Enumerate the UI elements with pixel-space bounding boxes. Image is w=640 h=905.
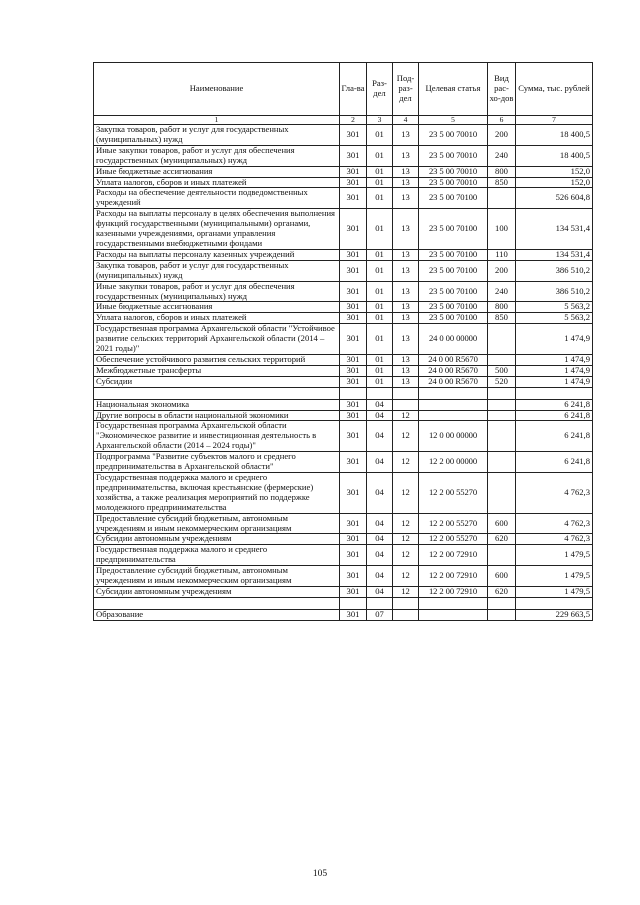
row-razdel: 04 — [367, 421, 393, 452]
row-name: Национальная экономика — [94, 399, 340, 410]
row-razdel: 01 — [367, 188, 393, 209]
row-target: 23 5 00 70010 — [419, 125, 488, 146]
row-sum: 18 400,5 — [516, 125, 593, 146]
row-glava: 301 — [340, 609, 367, 620]
table-row — [94, 249, 593, 260]
row-name: Государственная программа Архангельской области "Устойчивое развитие сельских территорий Архангельской области (2014 – 2021 годы)" — [94, 324, 340, 355]
row-target: 24 0 00 R5670 — [419, 354, 488, 365]
row-sum: 5 563,2 — [516, 302, 593, 313]
row-podrazdel: 13 — [393, 302, 419, 313]
row-sum: 1 474,9 — [516, 324, 593, 355]
column-number: 7 — [516, 116, 593, 125]
row-sum: 134 531,4 — [516, 249, 593, 260]
table-row — [94, 166, 593, 177]
row-glava: 301 — [340, 473, 367, 514]
row-name: Предоставление субсидий бюджетным, автономным учреждениям и иным некоммерческим организациям — [94, 513, 340, 534]
row-razdel: 04 — [367, 586, 393, 597]
table-row — [94, 145, 593, 166]
row-glava: 301 — [340, 125, 367, 146]
row-target: 12 2 00 72910 — [419, 566, 488, 587]
row-sum: 1 474,9 — [516, 354, 593, 365]
table-row — [94, 545, 593, 566]
row-vid — [488, 387, 516, 399]
row-podrazdel: 12 — [393, 534, 419, 545]
header-name: Наименование — [94, 63, 340, 116]
table-row — [94, 566, 593, 587]
row-podrazdel: 13 — [393, 376, 419, 387]
row-sum: 1 479,5 — [516, 545, 593, 566]
table-row — [94, 324, 593, 355]
row-podrazdel: 13 — [393, 313, 419, 324]
row-target: 24 0 00 00000 — [419, 324, 488, 355]
row-name: Расходы на обеспечение деятельности подведомственных учреждений — [94, 188, 340, 209]
row-target: 23 5 00 70100 — [419, 313, 488, 324]
row-razdel: 01 — [367, 166, 393, 177]
row-name: Иные бюджетные ассигнования — [94, 166, 340, 177]
row-glava: 301 — [340, 566, 367, 587]
row-vid — [488, 545, 516, 566]
row-target: 23 5 00 70100 — [419, 209, 488, 250]
row-razdel: 01 — [367, 302, 393, 313]
row-sum: 152,0 — [516, 177, 593, 188]
row-vid: 600 — [488, 513, 516, 534]
row-vid — [488, 354, 516, 365]
row-glava: 301 — [340, 313, 367, 324]
row-podrazdel: 13 — [393, 209, 419, 250]
row-target: 23 5 00 70010 — [419, 177, 488, 188]
row-glava: 301 — [340, 281, 367, 302]
row-glava: 301 — [340, 545, 367, 566]
row-glava: 301 — [340, 177, 367, 188]
header-podrazdel: Под-раз-дел — [393, 63, 419, 116]
row-vid — [488, 597, 516, 609]
row-razdel: 01 — [367, 249, 393, 260]
row-podrazdel: 12 — [393, 586, 419, 597]
row-sum: 6 241,8 — [516, 421, 593, 452]
row-vid: 620 — [488, 534, 516, 545]
row-glava: 301 — [340, 534, 367, 545]
row-vid: 620 — [488, 586, 516, 597]
row-glava: 301 — [340, 452, 367, 473]
row-vid: 240 — [488, 281, 516, 302]
row-sum — [516, 597, 593, 609]
row-name: Другие вопросы в области национальной экономики — [94, 410, 340, 421]
table-row — [94, 125, 593, 146]
table-row — [94, 399, 593, 410]
row-podrazdel: 13 — [393, 249, 419, 260]
row-podrazdel — [393, 399, 419, 410]
header-vid: Вид рас-хо-дов — [488, 63, 516, 116]
row-name: Государственная поддержка малого и среднего предпринимательства — [94, 545, 340, 566]
table-row — [94, 354, 593, 365]
row-podrazdel: 13 — [393, 177, 419, 188]
row-name: Иные бюджетные ассигнования — [94, 302, 340, 313]
row-podrazdel — [393, 609, 419, 620]
row-target: 12 0 00 00000 — [419, 421, 488, 452]
row-razdel: 01 — [367, 177, 393, 188]
row-vid — [488, 399, 516, 410]
row-podrazdel: 13 — [393, 145, 419, 166]
row-sum: 1 474,9 — [516, 376, 593, 387]
table-row — [94, 410, 593, 421]
row-sum: 4 762,3 — [516, 473, 593, 514]
row-razdel: 04 — [367, 410, 393, 421]
row-target — [419, 410, 488, 421]
row-target: 23 5 00 70100 — [419, 281, 488, 302]
row-razdel: 04 — [367, 545, 393, 566]
row-vid — [488, 188, 516, 209]
row-name: Субсидии автономным учреждениям — [94, 534, 340, 545]
row-vid — [488, 421, 516, 452]
row-sum: 6 241,8 — [516, 452, 593, 473]
row-podrazdel: 12 — [393, 545, 419, 566]
row-podrazdel: 12 — [393, 452, 419, 473]
row-sum: 229 663,5 — [516, 609, 593, 620]
table-row — [94, 376, 593, 387]
row-vid: 800 — [488, 166, 516, 177]
row-target — [419, 399, 488, 410]
row-podrazdel: 12 — [393, 566, 419, 587]
table-row — [94, 534, 593, 545]
row-razdel: 01 — [367, 324, 393, 355]
row-razdel: 01 — [367, 376, 393, 387]
row-target: 12 2 00 55270 — [419, 513, 488, 534]
row-razdel: 04 — [367, 534, 393, 545]
header-target: Целевая статья — [419, 63, 488, 116]
column-number: 2 — [340, 116, 367, 125]
row-target: 23 5 00 70010 — [419, 145, 488, 166]
row-podrazdel: 13 — [393, 166, 419, 177]
row-name: Уплата налогов, сборов и иных платежей — [94, 177, 340, 188]
table-row — [94, 313, 593, 324]
row-podrazdel: 13 — [393, 365, 419, 376]
row-razdel: 01 — [367, 145, 393, 166]
row-sum: 6 241,8 — [516, 399, 593, 410]
row-target: 23 5 00 70100 — [419, 188, 488, 209]
row-glava: 301 — [340, 586, 367, 597]
row-vid: 110 — [488, 249, 516, 260]
row-name: Иные закупки товаров, работ и услуг для обеспечения государственных (муниципальных) нужд — [94, 281, 340, 302]
row-glava: 301 — [340, 421, 367, 452]
row-target: 23 5 00 70100 — [419, 302, 488, 313]
row-podrazdel: 13 — [393, 188, 419, 209]
row-name: Образование — [94, 609, 340, 620]
row-glava: 301 — [340, 376, 367, 387]
table-row — [94, 188, 593, 209]
row-target: 23 5 00 70010 — [419, 166, 488, 177]
page-number: 105 — [312, 869, 328, 879]
row-name: Предоставление субсидий бюджетным, автономным учреждениям и иным некоммерческим организациям — [94, 566, 340, 587]
row-razdel — [367, 387, 393, 399]
row-name — [94, 387, 340, 399]
row-target — [419, 387, 488, 399]
row-sum — [516, 387, 593, 399]
row-razdel: 01 — [367, 365, 393, 376]
row-target — [419, 609, 488, 620]
column-number: 5 — [419, 116, 488, 125]
row-target: 12 2 00 55270 — [419, 473, 488, 514]
row-sum: 386 510,2 — [516, 260, 593, 281]
row-sum: 5 563,2 — [516, 313, 593, 324]
row-podrazdel: 13 — [393, 281, 419, 302]
table-row — [94, 260, 593, 281]
row-razdel: 01 — [367, 281, 393, 302]
row-name: Расходы на выплаты персоналу казенных учреждений — [94, 249, 340, 260]
row-target: 23 5 00 70100 — [419, 249, 488, 260]
row-name: Подпрограмма "Развитие субъектов малого и среднего предпринимательства в Архангельской области" — [94, 452, 340, 473]
row-razdel — [367, 597, 393, 609]
row-glava — [340, 387, 367, 399]
row-glava: 301 — [340, 365, 367, 376]
table-body — [94, 125, 593, 621]
row-target — [419, 597, 488, 609]
row-sum: 134 531,4 — [516, 209, 593, 250]
row-sum: 1 474,9 — [516, 365, 593, 376]
row-podrazdel: 13 — [393, 324, 419, 355]
row-glava: 301 — [340, 354, 367, 365]
row-glava: 301 — [340, 513, 367, 534]
row-glava: 301 — [340, 249, 367, 260]
row-name — [94, 597, 340, 609]
row-vid — [488, 609, 516, 620]
row-podrazdel: 12 — [393, 473, 419, 514]
row-vid: 200 — [488, 125, 516, 146]
row-sum: 386 510,2 — [516, 281, 593, 302]
row-target: 12 2 00 00000 — [419, 452, 488, 473]
table-row — [94, 452, 593, 473]
row-razdel: 04 — [367, 513, 393, 534]
row-razdel: 04 — [367, 452, 393, 473]
header-razdel: Раз-дел — [367, 63, 393, 116]
row-vid — [488, 452, 516, 473]
row-name: Обеспечение устойчивого развития сельских территорий — [94, 354, 340, 365]
row-podrazdel: 13 — [393, 125, 419, 146]
row-sum: 152,0 — [516, 166, 593, 177]
row-glava — [340, 597, 367, 609]
row-sum: 1 479,5 — [516, 566, 593, 587]
row-name: Расходы на выплаты персоналу в целях обеспечения выполнения функций государственными (муниципальными) органами, казенными учреждениями, органами управления государственными внебюджетными фондами — [94, 209, 340, 250]
table-row — [94, 473, 593, 514]
row-sum: 4 762,3 — [516, 534, 593, 545]
row-podrazdel — [393, 387, 419, 399]
column-number: 1 — [94, 116, 340, 125]
row-vid: 850 — [488, 177, 516, 188]
row-sum: 526 604,8 — [516, 188, 593, 209]
row-podrazdel: 12 — [393, 513, 419, 534]
row-name: Межбюджетные трансферты — [94, 365, 340, 376]
column-number: 3 — [367, 116, 393, 125]
row-vid — [488, 410, 516, 421]
row-razdel: 04 — [367, 473, 393, 514]
table-row — [94, 177, 593, 188]
row-glava: 301 — [340, 399, 367, 410]
row-razdel: 01 — [367, 125, 393, 146]
row-vid: 520 — [488, 376, 516, 387]
row-razdel: 01 — [367, 260, 393, 281]
row-glava: 301 — [340, 324, 367, 355]
table-row — [94, 209, 593, 250]
row-podrazdel: 12 — [393, 421, 419, 452]
header-row — [94, 63, 593, 116]
row-name: Иные закупки товаров, работ и услуг для обеспечения государственных (муниципальных) нужд — [94, 145, 340, 166]
row-glava: 301 — [340, 166, 367, 177]
row-sum: 1 479,5 — [516, 586, 593, 597]
row-vid: 200 — [488, 260, 516, 281]
table-row — [94, 302, 593, 313]
table-row — [94, 513, 593, 534]
budget-table — [93, 62, 593, 621]
row-vid: 600 — [488, 566, 516, 587]
row-name: Субсидии автономным учреждениям — [94, 586, 340, 597]
row-name: Государственная поддержка малого и среднего предпринимательства, включая крестьянские (фермерские) хозяйства, а также реализация мероприятий по поддержке молодежного предпринимательства — [94, 473, 340, 514]
row-name: Субсидии — [94, 376, 340, 387]
row-podrazdel: 13 — [393, 354, 419, 365]
row-target: 24 0 00 R5670 — [419, 365, 488, 376]
row-glava: 301 — [340, 260, 367, 281]
row-name: Закупка товаров, работ и услуг для государственных (муниципальных) нужд — [94, 260, 340, 281]
row-target: 24 0 00 R5670 — [419, 376, 488, 387]
row-target: 12 2 00 55270 — [419, 534, 488, 545]
row-target: 23 5 00 70100 — [419, 260, 488, 281]
row-glava: 301 — [340, 410, 367, 421]
row-sum: 4 762,3 — [516, 513, 593, 534]
row-vid: 850 — [488, 313, 516, 324]
row-sum: 18 400,5 — [516, 145, 593, 166]
row-vid — [488, 324, 516, 355]
row-razdel: 01 — [367, 209, 393, 250]
row-glava: 301 — [340, 209, 367, 250]
table-row — [94, 586, 593, 597]
row-vid: 500 — [488, 365, 516, 376]
row-razdel: 01 — [367, 313, 393, 324]
row-glava: 301 — [340, 145, 367, 166]
row-glava: 301 — [340, 188, 367, 209]
table-row — [94, 421, 593, 452]
row-razdel: 07 — [367, 609, 393, 620]
row-target: 12 2 00 72910 — [419, 586, 488, 597]
row-vid: 100 — [488, 209, 516, 250]
header-glava: Гла-ва — [340, 63, 367, 116]
column-number: 6 — [488, 116, 516, 125]
row-glava: 301 — [340, 302, 367, 313]
row-vid: 240 — [488, 145, 516, 166]
row-razdel: 04 — [367, 399, 393, 410]
row-name: Закупка товаров, работ и услуг для государственных (муниципальных) нужд — [94, 125, 340, 146]
blank-row — [94, 387, 593, 399]
table-row — [94, 365, 593, 376]
row-razdel: 01 — [367, 354, 393, 365]
row-vid: 800 — [488, 302, 516, 313]
column-numbers-row — [94, 116, 593, 125]
row-razdel: 04 — [367, 566, 393, 587]
row-vid — [488, 473, 516, 514]
row-name: Государственная программа Архангельской области "Экономическое развитие и инвестиционная деятельность в Архангельской области (2014 – 2024 годы)" — [94, 421, 340, 452]
blank-row — [94, 597, 593, 609]
row-podrazdel — [393, 597, 419, 609]
row-sum: 6 241,8 — [516, 410, 593, 421]
column-number: 4 — [393, 116, 419, 125]
row-target: 12 2 00 72910 — [419, 545, 488, 566]
header-sum: Сумма, тыс. рублей — [516, 63, 593, 116]
table-row — [94, 281, 593, 302]
row-podrazdel: 12 — [393, 410, 419, 421]
row-podrazdel: 13 — [393, 260, 419, 281]
row-name: Уплата налогов, сборов и иных платежей — [94, 313, 340, 324]
table-row — [94, 609, 593, 620]
